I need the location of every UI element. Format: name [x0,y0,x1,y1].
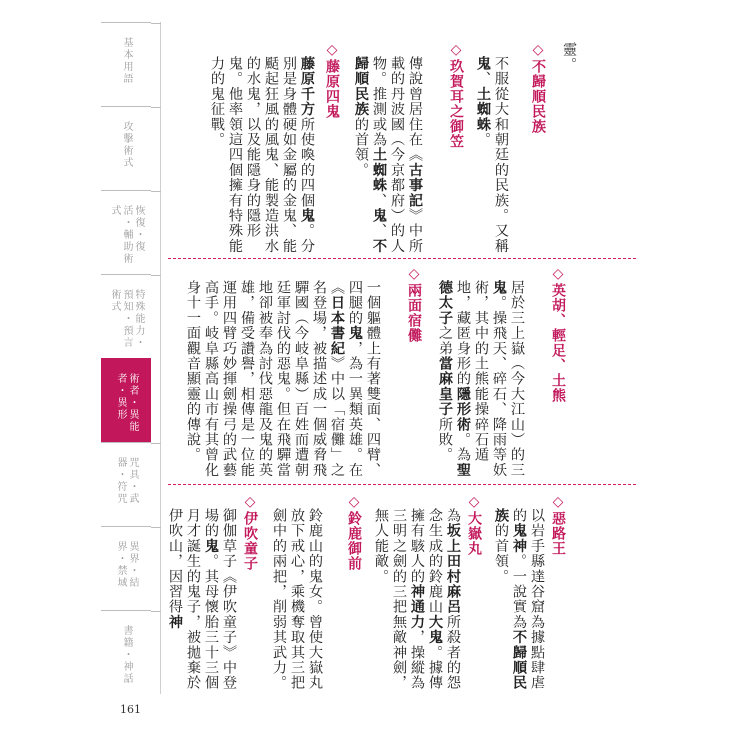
thumb-index [101,22,162,694]
text: 。據傳擁有駭人的 [409,508,443,691]
term: 鬼 [475,56,491,72]
term: 土蜘蛛 [371,147,387,193]
text: 。為 [455,432,471,463]
term: 隱形術 [455,386,471,433]
paragraph-suzuka-gozen [270,508,324,698]
tab-label: 異界・結界・禁域 [115,541,138,589]
section-divider [168,258,636,259]
text: 傳說曾居住在《 [407,56,423,163]
term: 聖德太子 [437,280,471,478]
term: 鬼 [491,280,507,296]
paragraph-fujiwara-four-oni [208,56,316,256]
text: 。一說實為 [511,553,527,630]
tab-tick [151,23,161,24]
tab-books-myths[interactable] [101,610,151,694]
tab-tools-weapons[interactable] [101,442,151,526]
tab-label: 恢復・復活・輔助術式 [109,205,144,265]
tab-practitioners[interactable] [101,358,151,442]
term: 鬼 [299,208,315,224]
paragraph-bujunminzoku [474,56,510,256]
tab-tick [151,443,161,444]
term: 大鬼 [427,614,443,645]
term: 古事記 [407,162,423,209]
heading-otakemaru: ◇大嶽丸 [466,494,482,556]
term: 當麻皇子 [437,356,453,417]
heading-kugamimi: ◇玖賀耳之御笠 [448,42,464,149]
tab-label: 書籍・神話 [121,625,132,685]
text: 的首領。 [353,116,369,178]
text: 的首領。 [493,523,509,585]
tab-label: 基本用語 [121,37,132,85]
paragraph-ryomen-sukuna [184,280,382,480]
text: 》中以「宿儺」之名登場，被描述成一個威脅飛驒國（今岐阜縣）百姓而遭朝廷軍討伐的惡鬼。但在飛驒當地卻被奉為討伐惡龍及鬼的英雄，備受讚譽，相傳是一位能運用四臂巧妙揮劍操弓的武藝高手。岐阜縣高山市有其曾化身十一面觀音顯靈的傳說。 [185,280,345,478]
text: 所殺者的怨念生成的鈴鹿山 [427,508,461,691]
tab-tick [151,191,161,192]
text: 之弟 [437,325,453,357]
text: 御伽草子《伊吹童子》中登場的 [203,508,237,691]
term: 神通力 [409,584,425,630]
heading-bujunminzoku: ◇不歸順民族 [530,42,546,134]
paragraph-ibuki-doji [166,508,238,698]
text: 居於三上嶽（今大江山）的三 [509,280,525,478]
term: 藤原千方 [299,56,315,117]
tab-label: 咒具・武器・符咒 [115,457,138,505]
heading-ryomen-sukuna: ◇兩面宿儺 [406,266,422,343]
term: 鬼 [347,325,363,341]
text: ，操縱為三明之劍的三把無敵神劍，無人能敵。 [373,508,425,691]
text: 。分別是身體硬如金屬的金鬼、能颳起狂風的風鬼、能製造洪水的水鬼，以及能隱身的隱形鬼。他率領這四個擁有特殊能力的鬼征戰。 [209,56,315,254]
heading-akuroou: ◇惡路王 [550,494,566,556]
term: 神 [167,614,183,630]
tab-tick [151,611,161,612]
term: 鬼神 [511,523,527,554]
text: 所敗。 [437,416,453,463]
tab-recovery-spells[interactable] [101,190,151,274]
tab-tick [151,275,161,276]
term: 鬼 [371,208,387,224]
text: 、 [475,71,491,87]
tab-attack-spells[interactable] [101,106,151,190]
term: 日本書紀 [329,295,345,357]
heading-ibuki-doji: ◇伊吹童子 [242,494,258,571]
paragraph-eiko-keisoku-dokuma [436,280,526,480]
text: 一個軀體上有著雙面、四臂、四腿的 [347,280,381,478]
term: 不歸順民族 [353,56,387,254]
term: 不歸順民族 [493,508,527,691]
text: ，為一異類英雄。在《 [329,280,363,478]
paragraph-akuroou [492,508,546,698]
paragraph-otakemaru [372,508,462,698]
text: 所使喚的四個 [299,116,315,209]
text: 。操飛天、碎石、降雨等妖術，其中的土熊能操碎石遁地，藏匿身形的 [455,280,507,478]
term: 坂上田村麻呂 [445,523,461,615]
heading-eiko-keisoku-dokuma: ◇英胡、輕足、土熊 [550,266,566,403]
text: 為 [445,508,461,524]
term: 鬼 [203,538,219,554]
page-number: 161 [120,703,141,716]
tab-otherworlds[interactable] [101,526,151,610]
text: 不服從大和朝廷的民族。又稱 [493,56,509,254]
text: 》中所載的丹波國（今京都府）的人物。推測或為 [371,56,423,254]
heading-fujiwara-four-oni: ◇藤原四鬼 [324,42,340,119]
heading-suzuka-gozen: ◇鈴鹿御前 [346,494,362,571]
text: 。其母懷胎三十三個月才誕生的鬼子，被拋棄於伊吹山，因習得 [167,508,219,691]
text: 以岩手縣達谷窟為據點肆虐的 [511,508,545,691]
text: 。 [475,132,491,148]
tab-label: 特殊能力・預知・預言術式 [109,289,144,349]
tab-label: 術者・異能者・異形 [115,373,138,433]
tab-label: 攻擊術式 [121,121,132,169]
term: 土蜘蛛 [475,86,491,133]
tab-basic-terms[interactable] [101,22,151,106]
section-divider [168,484,636,485]
tab-special-abilities[interactable] [101,274,151,358]
text: 、 [371,223,387,239]
text: 鈴鹿山的鬼女。曾使大嶽丸放下戒心，乘機奪取其三把劍中的兩把，削弱其武力。 [271,508,323,691]
continued-text [560,42,578,242]
tab-tick [151,107,161,108]
text: 靈。 [561,42,577,73]
text: 、 [371,192,387,209]
paragraph-kugamimi [352,56,424,256]
tab-tick [151,527,161,528]
